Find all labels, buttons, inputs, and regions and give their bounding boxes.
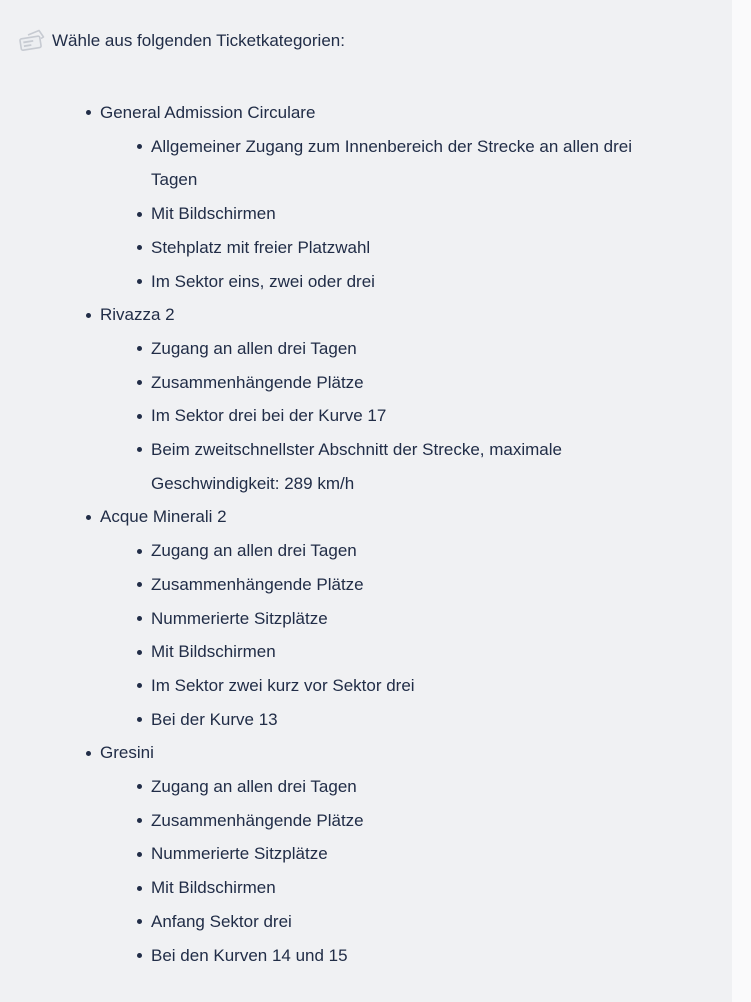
category-detail-item: Beim zweitschnellster Abschnitt der Strecke, maximale Geschwindigkeit: 289 km/h (151, 433, 678, 500)
category-detail-item: Zusammenhängende Plätze (151, 804, 678, 838)
category-detail-item: Allgemeiner Zugang zum Innenbereich der Strecke an allen drei Tagen (151, 130, 678, 197)
category-detail-item: Zugang an allen drei Tagen (151, 332, 678, 366)
category-detail-item: Mit Bildschirmen (151, 635, 678, 669)
category-item (100, 736, 678, 972)
category-item (100, 298, 678, 500)
category-details-list (100, 332, 678, 501)
scrollbar-gutter (732, 0, 751, 1002)
category-detail-item: Bei der Kurve 13 (151, 703, 678, 737)
category-detail-item: Im Sektor zwei kurz vor Sektor drei (151, 669, 678, 703)
tickets-icon (18, 28, 46, 54)
category-item (100, 500, 678, 736)
category-detail-item: Zugang an allen drei Tagen (151, 534, 678, 568)
category-detail-item: Nummerierte Sitzplätze (151, 602, 678, 636)
category-detail-item: Stehplatz mit freier Platzwahl (151, 231, 678, 265)
category-detail-item: Bei den Kurven 14 und 15 (151, 939, 678, 973)
category-details-list (100, 130, 678, 299)
category-detail-item: Zusammenhängende Plätze (151, 366, 678, 400)
category-detail-item: Im Sektor drei bei der Kurve 17 (151, 399, 678, 433)
message-heading-row (18, 28, 678, 54)
category-detail-item: Anfang Sektor drei (151, 905, 678, 939)
category-detail-item: Nummerierte Sitzplätze (151, 837, 678, 871)
ticket-categories-list (18, 96, 678, 972)
category-label: Gresini (100, 743, 154, 763)
category-detail-item: Zugang an allen drei Tagen (151, 770, 678, 804)
category-label: Acque Minerali 2 (100, 507, 227, 527)
category-details-list (100, 770, 678, 972)
category-details-list (100, 534, 678, 736)
category-item (100, 96, 678, 298)
category-label: Rivazza 2 (100, 305, 175, 325)
message-heading: Wähle aus folgenden Ticketkategorien: (52, 31, 345, 50)
category-detail-item: Zusammenhängende Plätze (151, 568, 678, 602)
category-label: General Admission Circulare (100, 103, 316, 122)
category-detail-item: Im Sektor eins, zwei oder drei (151, 265, 678, 299)
category-detail-item: Mit Bildschirmen (151, 871, 678, 905)
category-detail-item: Mit Bildschirmen (151, 197, 678, 231)
